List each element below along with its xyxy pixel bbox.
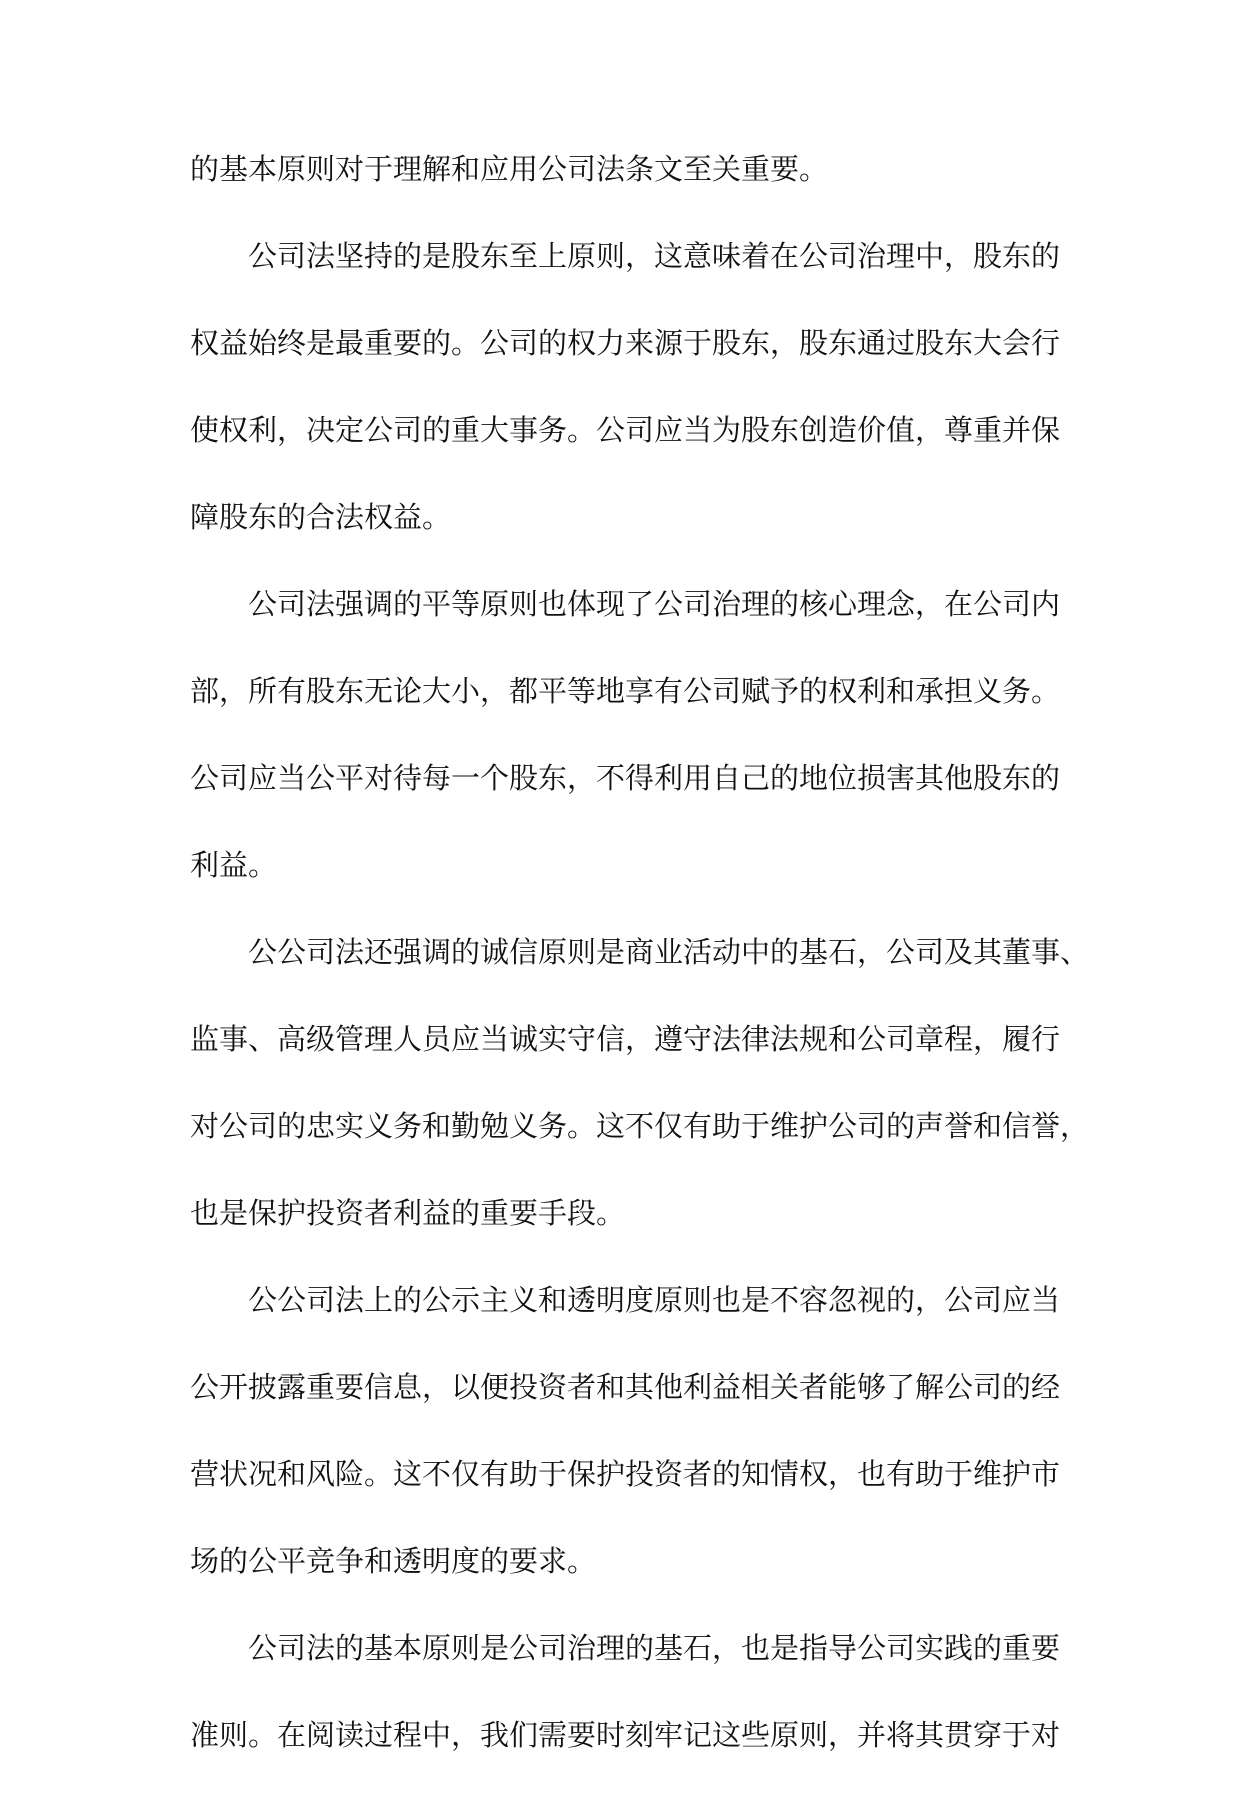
text-line: 公开披露重要信息，以便投资者和其他利益相关者能够了解公司的经	[190, 1370, 1061, 1404]
text-line: 对公司的忠实义务和勤勉义务。这不仅有助于维护公司的声誉和信誉，	[190, 1109, 1090, 1143]
text-line: 部，所有股东无论大小，都平等地享有公司赋予的权利和承担义务。	[190, 674, 1061, 708]
paragraph-first-line: 公司法强调的平等原则也体现了公司治理的核心理念，在公司内	[248, 587, 1061, 621]
text-line: 营状况和风险。这不仅有助于保护投资者的知情权，也有助于维护市	[190, 1457, 1061, 1491]
text-line: 利益。	[190, 848, 278, 882]
text-line: 障股东的合法权益。	[190, 500, 452, 534]
text-line: 也是保护投资者利益的重要手段。	[190, 1196, 626, 1230]
text-line: 的基本原则对于理解和应用公司法条文至关重要。	[190, 152, 829, 186]
text-line: 权益始终是最重要的。公司的权力来源于股东，股东通过股东大会行	[190, 326, 1061, 360]
paragraph-first-line: 公司法的基本原则是公司治理的基石，也是指导公司实践的重要	[248, 1631, 1061, 1665]
text-line: 使权利，决定公司的重大事务。公司应当为股东创造价值，尊重并保	[190, 413, 1061, 447]
paragraph-first-line: 公司法坚持的是股东至上原则，这意味着在公司治理中，股东的	[248, 239, 1061, 273]
text-line: 监事、高级管理人员应当诚实守信，遵守法律法规和公司章程，履行	[190, 1022, 1061, 1056]
paragraph-first-line: 公公司法还强调的诚信原则是商业活动中的基石，公司及其董事、	[248, 935, 1090, 969]
text-line: 准则。在阅读过程中，我们需要时刻牢记这些原则，并将其贯穿于对	[190, 1718, 1061, 1752]
text-line: 公司应当公平对待每一个股东，不得利用自己的地位损害其他股东的	[190, 761, 1061, 795]
text-line: 场的公平竞争和透明度的要求。	[190, 1544, 597, 1578]
document-body	[190, 140, 1090, 1793]
paragraph-first-line: 公公司法上的公示主义和透明度原则也是不容忽视的，公司应当	[248, 1283, 1061, 1317]
